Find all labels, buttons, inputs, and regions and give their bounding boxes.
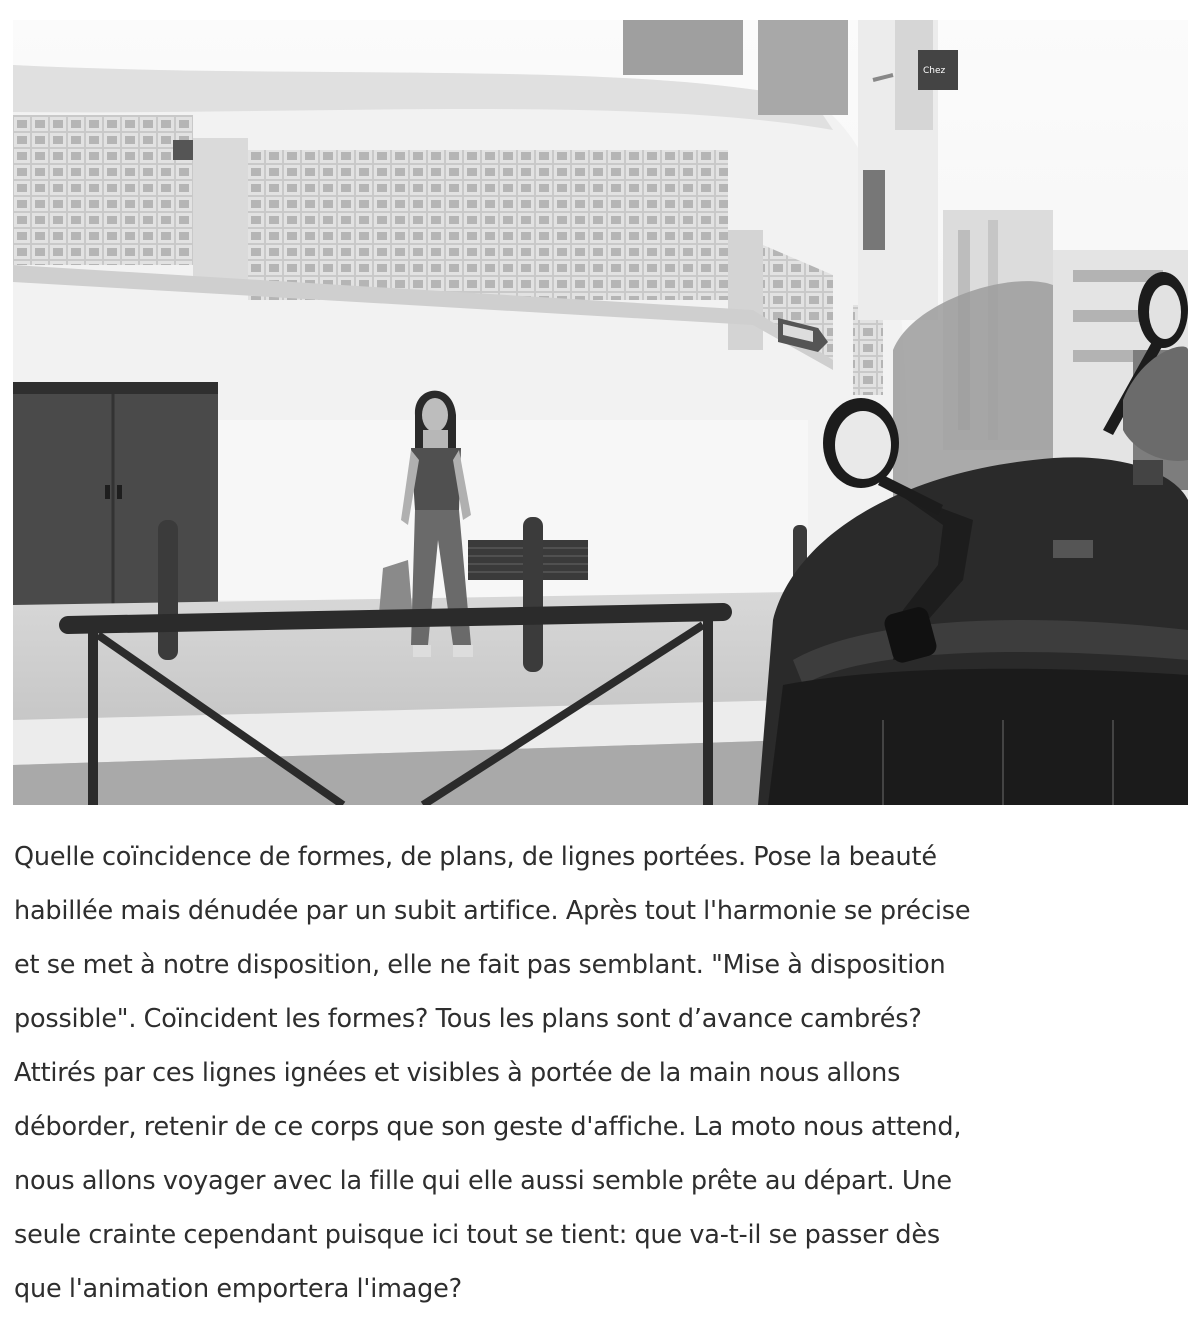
caption-line: Quelle coïncidence de formes, de plans, de lignes portées. Pose la beauté [14,842,937,872]
caption-line: que l'animation emportera l'image? [14,1274,462,1304]
garage-door [13,382,218,610]
street-photo [13,20,1188,805]
caption-paragraph [14,830,1189,1316]
caption-line: déborder, retenir de ce corps que son geste d'affiche. La moto nous attend, [14,1112,962,1142]
shop-sign-text: Chez [923,66,946,76]
caption-line: habillée mais dénudée par un subit artifice. Après tout l'harmonie se précise [14,896,971,926]
caption-line: et se met à notre disposition, elle ne fait pas semblant. "Mise à disposition [14,950,946,980]
caption-line: seule crainte cependant puisque ici tout se tient: que va-t-il se passer dès [14,1220,940,1250]
caption-line: Attirés par ces lignes ignées et visibles à portée de la main nous allons [14,1058,901,1088]
street-photo-illustration [13,20,1188,805]
caption-line: possible". Coïncident les formes? Tous les plans sont d’avance cambrés? [14,1004,922,1034]
caption-line: nous allons voyager avec la fille qui elle aussi semble prête au départ. Une [14,1166,952,1196]
